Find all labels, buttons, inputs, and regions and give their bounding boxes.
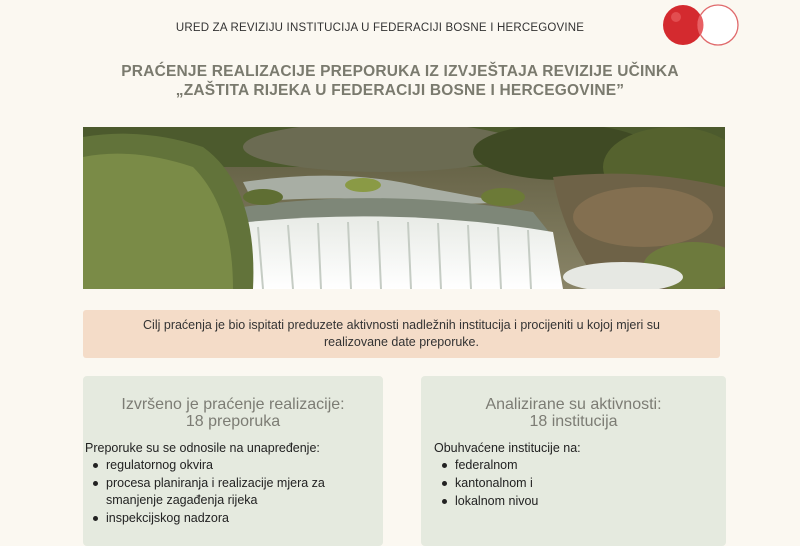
card-title-line-1: Izvršeno je praćenje realizacije: [121, 396, 345, 413]
title-line-1: PRAĆENJE REALIZACIJE PREPORUKA IZ IZVJEŠTAJA REVIZIJE UČINKA [121, 63, 679, 80]
list-item: regulatornog okvira [106, 457, 383, 474]
title-line-2: „ZAŠTITA RIJEKA U FEDERACIJI BOSNE I HERCEGOVINE” [175, 82, 625, 99]
recommendations-intro: Preporuke su se odnosile na unapređenje: [85, 441, 320, 455]
list-item: kantonalnom i [455, 475, 726, 492]
recommendations-list [83, 457, 383, 526]
list-item: lokalnom nivou [455, 493, 726, 510]
institutions-card [421, 376, 726, 546]
goal-box [83, 310, 720, 358]
institutions-list [421, 457, 726, 510]
goal-text: Cilj praćenja je bio ispitati preduzete aktivnosti nadležnih institucija i procijeniti u kojoj mjeri su realizovane date preporuke. [143, 318, 660, 349]
institutions-card-title [421, 396, 726, 430]
card-title-line-1: Analizirane su aktivnosti: [485, 396, 662, 413]
organization-name: URED ZA REVIZIJU INSTITUCIJA U FEDERACIJI BOSNE I HERCEGOVINE [175, 22, 585, 34]
list-item: inspekcijskog nadzora [106, 510, 383, 527]
document-title [0, 62, 800, 100]
list-item: federalnom [455, 457, 726, 474]
card-title-line-2: 18 institucija [529, 413, 618, 430]
recommendations-card [83, 376, 383, 546]
card-title-line-2: 18 preporuka [185, 413, 281, 430]
institutions-intro: Obuhvaćene institucije na: [434, 441, 581, 455]
red-circles-logo [662, 2, 742, 48]
list-item: procesa planiranja i realizacije mjera za smanjenje zagađenja rijeka [106, 475, 383, 508]
recommendations-card-title [83, 396, 383, 430]
waterfall-photo [83, 127, 725, 289]
